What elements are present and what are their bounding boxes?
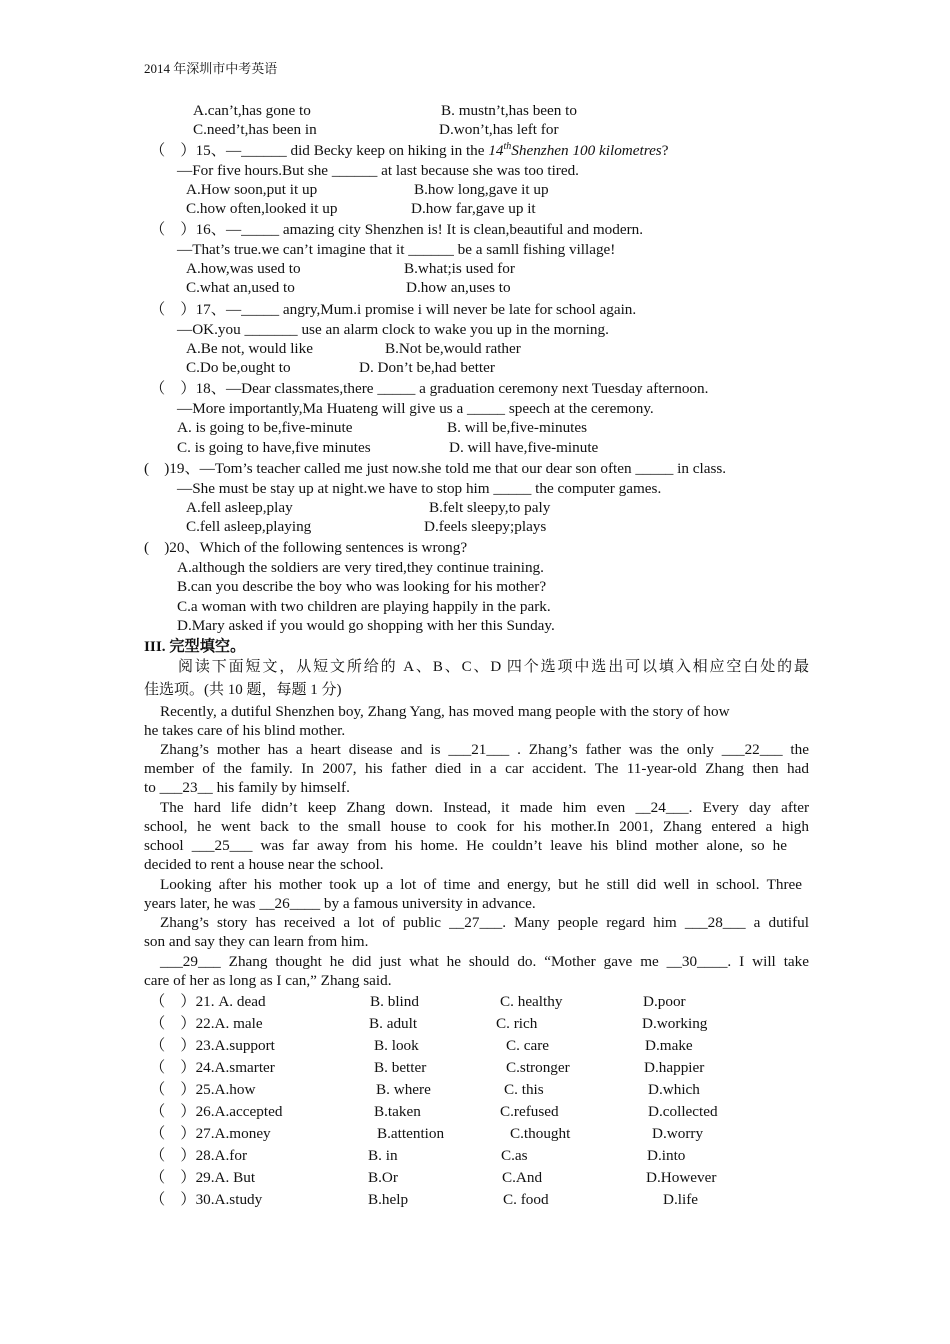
q17-line2: —OK.you _______ use an alarm clock to wake you up in the morning.	[177, 321, 609, 338]
passage-p5-line1: Zhang’s story has received a lot of public __27___. Many people regard him ___28___ a dutiful	[160, 914, 809, 931]
choice-22-d: D.working	[642, 1015, 708, 1032]
choice-22-b: B. adult	[369, 1015, 418, 1032]
choice-row-26: （ ）26.A.accepted	[150, 1103, 283, 1120]
q19-option-c: C.fell asleep,playing	[186, 518, 312, 535]
q19-question: ( )19、—Tom’s teacher called me just now.she told me that our dear son often _____ in class.	[144, 460, 727, 477]
passage-p4-line2: years later, he was __26____ by a famous university in advance.	[144, 895, 536, 912]
q18-question: （ ）18、—Dear classmates,there _____ a graduation ceremony next Tuesday afternoon.	[150, 380, 709, 397]
choice-row-22: （ ）22.A. male	[150, 1015, 263, 1032]
q20-option-a: A.although the soldiers are very tired,they continue training.	[177, 559, 544, 576]
passage-p2-line2: member of the family. In 2007, his father died in a car accident. The 11-year-old Zhang then had	[144, 760, 809, 777]
passage-p3-line4: decided to rent a house near the school.	[144, 856, 384, 873]
q15-line2: —For five hours.But she ______ at last because she was too tired.	[177, 162, 579, 179]
choice-27-b: B.attention	[377, 1125, 445, 1142]
choice-25-d: D.which	[648, 1081, 700, 1098]
q14-option-a: A.can’t,has gone to	[193, 102, 311, 119]
choice-21-b: B. blind	[370, 993, 419, 1010]
choice-30-c: C. food	[503, 1191, 549, 1208]
choice-row-28: （ ）28.A.for	[150, 1147, 248, 1164]
q18-option-d: D. will have,five-minute	[449, 439, 599, 456]
q17-option-c: C.Do be,ought to	[186, 359, 291, 376]
q15-option-c: C.how often,looked it up	[186, 200, 338, 217]
choice-29-d: D.However	[646, 1169, 717, 1186]
q16-option-a: A.how,was used to	[186, 260, 301, 277]
passage-p2-line3: to ___23__ his family by himself.	[144, 779, 350, 796]
choice-row-25: （ ）25.A.how	[150, 1081, 256, 1098]
q20-option-c: C.a woman with two children are playing happily in the park.	[177, 598, 551, 615]
choice-28-c: C.as	[501, 1147, 528, 1164]
q17-option-d: D. Don’t be,had better	[359, 359, 495, 376]
choice-21-d: D.poor	[643, 993, 686, 1010]
choice-30-d: D.life	[663, 1191, 699, 1208]
q19-option-d: D.feels sleepy;plays	[424, 518, 547, 535]
choice-row-24: （ ）24.A.smarter	[150, 1059, 275, 1076]
choice-28-b: B. in	[368, 1147, 398, 1164]
q17-option-a: A.Be not, would like	[186, 340, 313, 357]
q15-option-d: D.how far,gave up it	[411, 200, 536, 217]
q20-question: ( )20、Which of the following sentences is wrong?	[144, 539, 468, 556]
passage-p3-line1: The hard life didn’t keep Zhang down. Instead, it made him even __24___. Every day after	[160, 799, 809, 816]
choice-22-c: C. rich	[496, 1015, 538, 1032]
q14-option-c: C.need’t,has been in	[193, 121, 317, 138]
q16-line2: —That’s true.we can’t imagine that it ______ be a samll fishing village!	[177, 241, 616, 258]
passage-p1-line1: Recently, a dutiful Shenzhen boy, Zhang Yang, has moved mang people with the story of how	[160, 703, 730, 720]
q19-option-b: B.felt sleepy,to paly	[429, 499, 551, 516]
passage-p6-line1: ___29___ Zhang thought he did just what he should do. “Mother gave me __30____. I will take	[160, 953, 809, 970]
q18-option-a: A. is going to be,five-minute	[177, 419, 353, 436]
choice-26-b: B.taken	[374, 1103, 421, 1120]
q19-line2: —She must be stay up at night.we have to stop him _____ the computer games.	[177, 480, 662, 497]
choice-row-29: （ ）29.A. But	[150, 1169, 256, 1186]
passage-p1-line2: he takes care of his blind mother.	[144, 722, 346, 739]
choice-25-c: C. this	[504, 1081, 544, 1098]
q16-question: （ ）16、—_____ amazing city Shenzhen is! It is clean,beautiful and modern.	[150, 221, 644, 238]
passage-p3-line3: school ___25___ was far away from his home. He couldn’t leave his blind mother alone, so he	[144, 837, 787, 854]
passage-p5-line2: son and say they can learn from him.	[144, 933, 369, 950]
choice-29-b: B.Or	[368, 1169, 398, 1186]
choice-26-c: C.refused	[500, 1103, 559, 1120]
passage-p3-line2: school, he went back to the small house to cook for his mother.In 2001, Zhang entered a high	[144, 818, 809, 835]
choice-24-d: D.happier	[644, 1059, 705, 1076]
q20-option-b: B.can you describe the boy who was looking for his mother?	[177, 578, 547, 595]
passage-p6-line2: care of her as long as I can,” Zhang said.	[144, 972, 392, 989]
section-3-instructions-line2: 佳选项。(共 10 题，每题 1 分)	[144, 682, 342, 698]
q18-option-b: B. will be,five-minutes	[447, 419, 588, 436]
q15-option-b: B.how long,gave it up	[414, 181, 549, 198]
choice-23-d: D.make	[645, 1037, 693, 1054]
choice-27-c: C.thought	[510, 1125, 571, 1142]
choice-29-c: C.And	[502, 1169, 543, 1186]
choice-26-d: D.collected	[648, 1103, 718, 1120]
choice-21-c: C. healthy	[500, 993, 563, 1010]
choice-row-23: （ ）23.A.support	[150, 1037, 275, 1054]
q18-option-c: C. is going to have,five minutes	[177, 439, 371, 456]
choice-24-b: B. better	[374, 1059, 427, 1076]
choice-row-21: （ ）21. A. dead	[150, 993, 266, 1010]
q18-line2: —More importantly,Ma Huateng will give us a _____ speech at the ceremony.	[177, 400, 654, 417]
q14-option-d: D.won’t,has left for	[439, 121, 559, 138]
choice-24-c: C.stronger	[506, 1059, 570, 1076]
passage-p2-line1: Zhang’s mother has a heart disease and is ___21___ . Zhang’s father was the only ___22___ the	[160, 741, 809, 758]
choice-25-b: B. where	[376, 1081, 431, 1098]
q16-option-d: D.how an,uses to	[406, 279, 511, 296]
choice-23-b: B. look	[374, 1037, 419, 1054]
choice-row-27: （ ）27.A.money	[150, 1125, 271, 1142]
page-header: 2014 年深圳市中考英语	[144, 61, 278, 76]
choice-28-d: D.into	[647, 1147, 686, 1164]
q14-option-b: B. mustn’t,has been to	[441, 102, 577, 119]
q16-option-c: C.what an,used to	[186, 279, 295, 296]
q17-question: （ ）17、—_____ angry,Mum.i promise i will never be late for school again.	[150, 301, 637, 318]
section-3-instructions-line1: 阅读下面短文，从短文所给的 A、B、C、D 四个选项中选出可以填入相应空白处的最	[178, 659, 809, 675]
q20-option-d: D.Mary asked if you would go shopping with her this Sunday.	[177, 617, 555, 634]
q15-option-a: A.How soon,put it up	[186, 181, 318, 198]
passage-p4-line1: Looking after his mother took up a lot of time and energy, but he still did well in school. Three	[160, 876, 802, 893]
q17-option-b: B.Not be,would rather	[385, 340, 521, 357]
choice-30-b: B.help	[368, 1191, 409, 1208]
choice-23-c: C. care	[506, 1037, 550, 1054]
q15-question: （ ）15、—______ did Becky keep on hiking in the 14thShenzhen 100 kilometres?	[150, 141, 669, 159]
choice-row-30: （ ）30.A.study	[150, 1191, 263, 1208]
q16-option-b: B.what;is used for	[404, 260, 515, 277]
choice-27-d: D.worry	[652, 1125, 704, 1142]
section-3-title: III. 完型填空。	[144, 638, 246, 655]
q19-option-a: A.fell asleep,play	[186, 499, 293, 516]
